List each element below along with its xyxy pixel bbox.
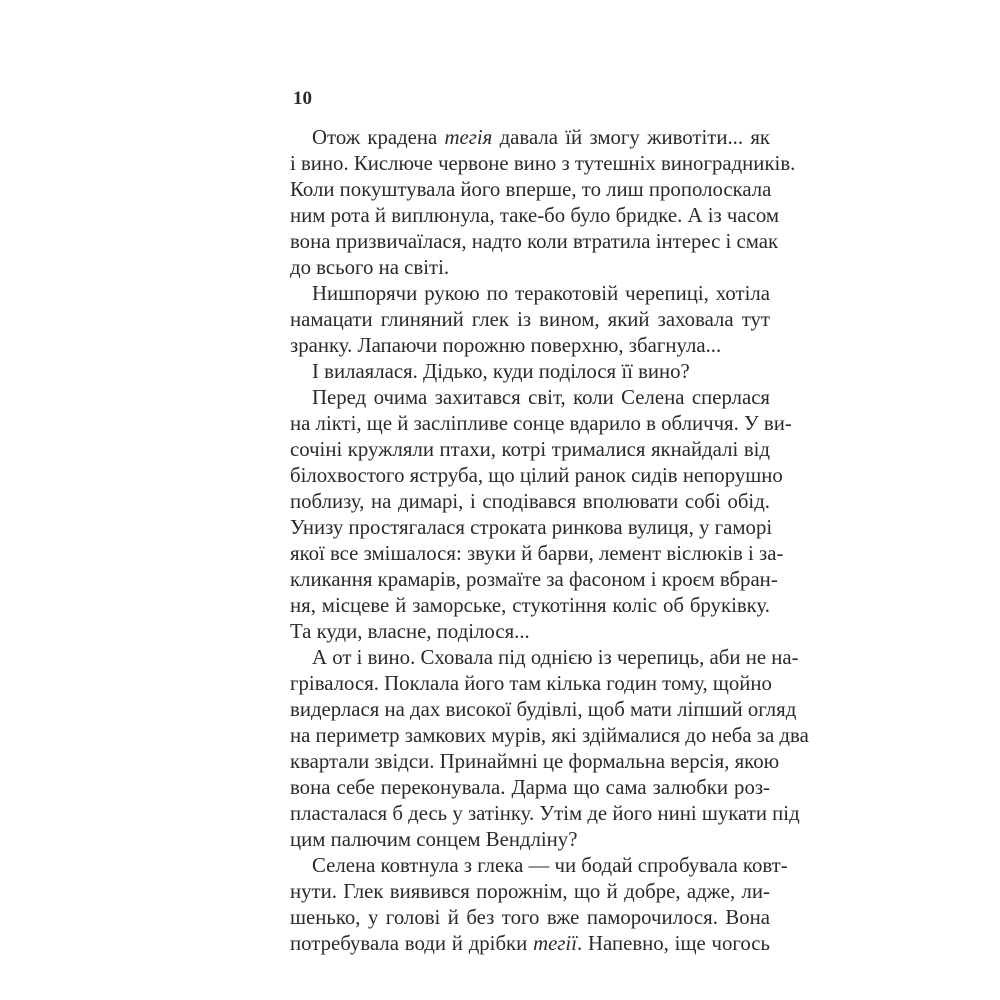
text-line: потребувала води й дрібки тегії. Напевно, іще чогось <box>290 932 770 955</box>
text-line: Унизу простягалася строката ринкова вулиця, у гаморі <box>290 516 773 539</box>
text-line: до всього на світі. <box>290 256 450 279</box>
text-line: і вино. Кислюче червоне вино з тутешніх виноградників. <box>290 152 796 175</box>
text-line: зранку. Лапаючи порожню поверхню, збагнула... <box>290 334 722 357</box>
text-line: якої все змішалося: звуки й барви, лемент віслюків і за- <box>290 542 784 565</box>
text-line: Отож крадена тегія давала їй змогу животіти... як <box>312 126 770 149</box>
text-line: на лікті, ще й засліпливе сонце вдарило в обличчя. У ви- <box>290 412 792 435</box>
text-line: Та куди, власне, поділося... <box>290 620 530 643</box>
text-line: вона призвичаїлася, надто коли втратила інтерес і смак <box>290 230 779 253</box>
text-line: Коли покуштувала його вперше, то лиш прополоскала <box>290 178 772 201</box>
text-line: ня, місцеве й заморське, стукотіння коліс об бруківку. <box>290 594 770 617</box>
text-line: І вилаялася. Дідько, куди поділося її вино? <box>312 360 690 383</box>
body-text <box>290 125 809 957</box>
text-line: Нишпорячи рукою по теракотовій черепиці, хотіла <box>312 282 770 305</box>
text-line: поблизу, на димарі, і сподівався вполювати собі обід. <box>290 490 770 513</box>
text-line: видерлася на дах високої будівлі, щоб мати ліпший огляд <box>290 698 797 721</box>
text-line: А от і вино. Сховала під однією із черепиць, аби не на- <box>312 646 799 669</box>
text-line: пласталася б десь у затінку. Утім де його нині шукати під <box>290 802 800 825</box>
text-line: кликання крамарів, розмаїте за фасоном і кроєм вбран- <box>290 568 778 591</box>
text-line: білохвостого яструба, що цілий ранок сидів непорушно <box>290 464 783 487</box>
text-line: шенько, у голові й без того вже паморочилося. Вона <box>290 906 770 929</box>
text-line: ним рота й виплюнула, таке-бо було бридке. А із часом <box>290 204 780 227</box>
text-line: сочіні кружляли птахи, котрі трималися якнайдалі від <box>290 438 770 461</box>
text-line: нути. Глек виявився порожнім, що й добре, адже, ли- <box>290 880 770 903</box>
text-line: намацати глиняний глек із вином, який заховала тут <box>290 308 770 331</box>
text-line: грівалося. Поклала його там кілька годин тому, щойно <box>290 672 772 695</box>
page-number: 10 <box>293 88 312 109</box>
text-line: цим палючим сонцем Вендліну? <box>290 828 578 851</box>
text-line: вона себе переконувала. Дарма що сама залюбки роз- <box>290 776 770 799</box>
text-line: на периметр замкових мурів, які здіймалися до неба за два <box>290 724 809 747</box>
text-line: квартали звідси. Принаймні це формальна версія, якою <box>290 750 780 773</box>
text-line: Перед очима захитався світ, коли Селена сперлася <box>312 386 770 409</box>
text-line: Селена ковтнула з глека — чи бодай спробувала ковт- <box>312 854 788 877</box>
